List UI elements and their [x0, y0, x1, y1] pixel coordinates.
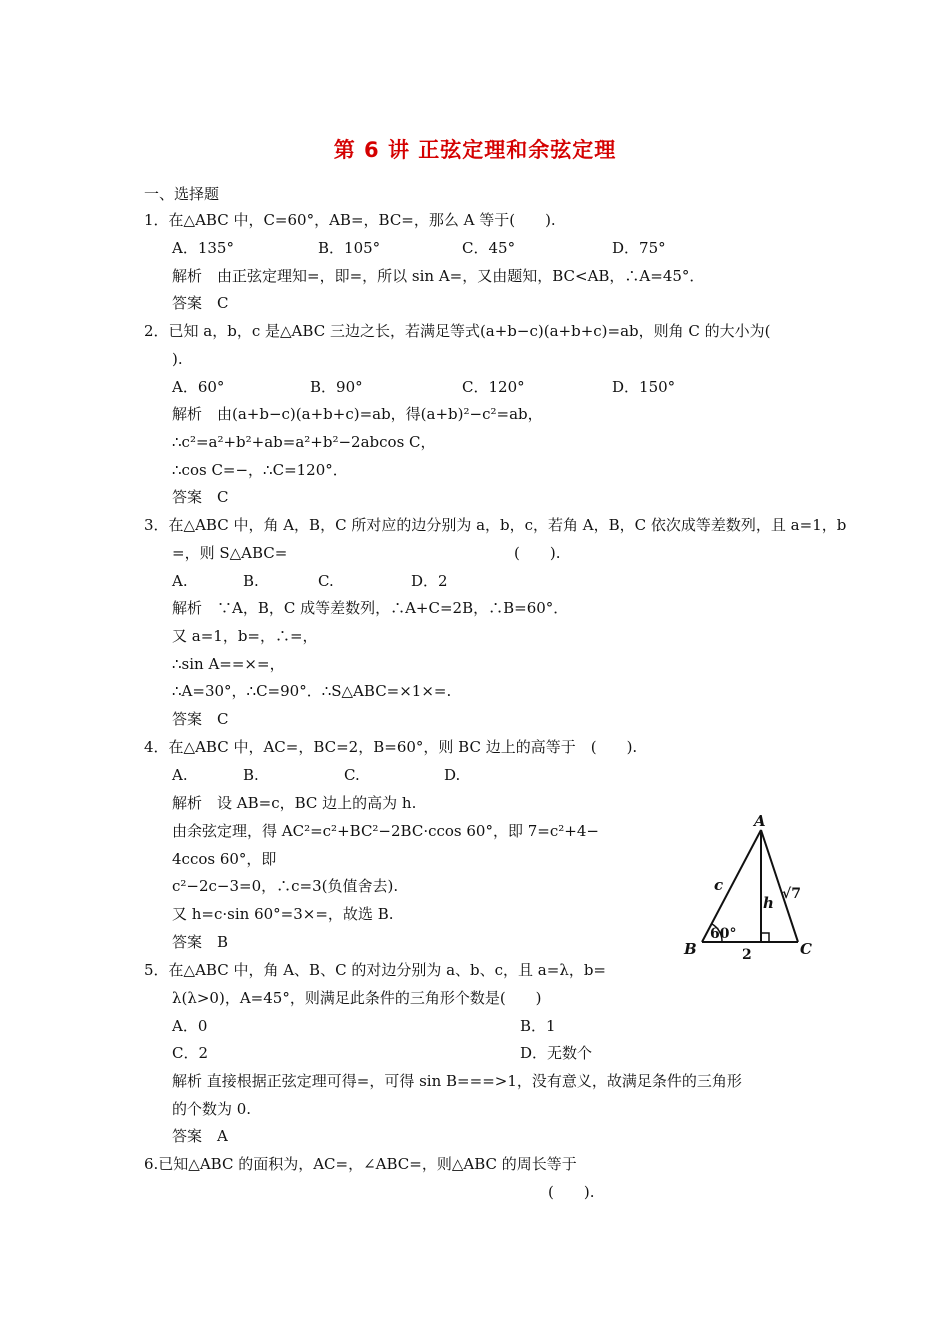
- q1-option-b: B．105°: [318, 239, 381, 257]
- q2-analysis-line3: ∴cos C=−，∴C=120°．: [172, 461, 348, 479]
- q3-stem-paren: ( ).: [514, 544, 561, 562]
- q5-option-d: D．无数个: [520, 1044, 593, 1062]
- vertex-a-label: A: [754, 812, 766, 830]
- side-c-label: c: [714, 876, 724, 894]
- q1-stem: 1．在△ABC 中，C=60°，AB=，BC=，那么 A 等于( ).: [144, 211, 556, 229]
- q4-analysis-line3: 4ccos 60°，即: [172, 850, 277, 868]
- q1-analysis: 解析 由正弦定理知=，即=，所以 sin A=，又由题知，BC<AB，∴A=45°．: [172, 267, 705, 285]
- q5-option-c: C．2: [172, 1044, 209, 1062]
- angle-60-label: 60°: [710, 926, 737, 942]
- q4-option-c: C.: [344, 766, 360, 784]
- q6-stem: 6.已知△ABC 的面积为，AC=，∠ABC=，则△ABC 的周长等于: [144, 1155, 577, 1173]
- q3-analysis-line3: ∴sin A==×=，: [172, 655, 285, 673]
- q4-option-a: A.: [172, 766, 188, 784]
- section-heading: 一、选择题: [144, 185, 220, 203]
- q2-option-c: C．120°: [462, 378, 525, 396]
- q1-answer: 答案 C: [172, 294, 229, 312]
- q2-answer: 答案 C: [172, 488, 229, 506]
- q3-option-d: D．2: [411, 572, 448, 590]
- q4-answer: 答案 B: [172, 933, 229, 951]
- vertex-b-label: B: [684, 940, 697, 958]
- q4-analysis-line1: 解析 设 AB=c，BC 边上的高为 h.: [172, 794, 417, 812]
- q5-analysis-line1: 解析 直接根据正弦定理可得=，可得 sin B===>1，没有意义，故满足条件的三角形: [172, 1072, 742, 1090]
- q3-option-a: A.: [172, 572, 188, 590]
- q3-option-b: B.: [243, 572, 259, 590]
- height-h-label: h: [763, 894, 774, 912]
- q3-option-c: C.: [318, 572, 334, 590]
- sqrt7-label: √7: [782, 886, 801, 902]
- q5-stem-line1: 5．在△ABC 中，角 A、B、C 的对边分别为 a、b、c，且 a=λ，b=: [144, 961, 606, 979]
- q4-stem: 4．在△ABC 中，AC=，BC=2，B=60°，则 BC 边上的高等于 ( ).: [144, 738, 638, 756]
- q4-analysis-line5: 又 h=c·sin 60°=3×=，故选 B.: [172, 905, 394, 923]
- q4-analysis-line2: 由余弦定理，得 AC²=c²+BC²−2BC·ccos 60°，即 7=c²+4−: [172, 822, 599, 840]
- q2-option-a: A．60°: [172, 378, 225, 396]
- q6-paren: ( ).: [548, 1183, 595, 1201]
- q5-answer: 答案 A: [172, 1127, 228, 1145]
- base-2-label: 2: [742, 947, 752, 962]
- q3-analysis-line2: 又 a=1，b=，∴=，: [172, 627, 318, 645]
- right-angle-mark: [761, 933, 769, 942]
- q1-option-c: C．45°: [462, 239, 516, 257]
- q2-stem-line2: ).: [172, 350, 183, 368]
- q3-analysis-line4: ∴A=30°，∴C=90°．∴S△ABC=×1×=.: [172, 682, 452, 700]
- q5-option-a: A．0: [172, 1017, 208, 1035]
- q2-option-d: D．150°: [612, 378, 676, 396]
- q3-stem-line1: 3．在△ABC 中，角 A，B，C 所对应的边分别为 a，b，c，若角 A，B，C 依次成等差数列，且 a=1，b: [144, 516, 847, 534]
- q4-analysis-line4: c²−2c−3=0，∴c=3(负值舍去).: [172, 877, 399, 895]
- q3-analysis-line1: 解析 ∵A，B，C 成等差数列，∴A+C=2B，∴B=60°．: [172, 599, 569, 617]
- q5-option-b: B．1: [520, 1017, 556, 1035]
- q2-analysis-line2: ∴c²=a²+b²+ab=a²+b²−2abcos C，: [172, 433, 436, 451]
- q2-option-b: B．90°: [310, 378, 363, 396]
- q2-stem-line1: 2．已知 a，b，c 是△ABC 三边之长，若满足等式(a+b−c)(a+b+c)=ab，则角 C 的大小为(: [144, 322, 771, 340]
- q3-answer: 答案 C: [172, 710, 229, 728]
- q1-option-d: D．75°: [612, 239, 666, 257]
- q5-stem-line2: λ(λ>0)，A=45°，则满足此条件的三角形个数是( ): [172, 989, 542, 1007]
- q4-option-b: B.: [243, 766, 259, 784]
- q2-analysis-line1: 解析 由(a+b−c)(a+b+c)=ab，得(a+b)²−c²=ab，: [172, 405, 543, 423]
- triangle-figure: [676, 812, 822, 962]
- q3-stem-line2: =，则 S△ABC=: [172, 544, 288, 562]
- q1-option-a: A．135°: [172, 239, 234, 257]
- page-title: 第 6 讲 正弦定理和余弦定理: [333, 138, 617, 162]
- q5-analysis-line2: 的个数为 0.: [172, 1100, 252, 1118]
- q4-option-d: D.: [444, 766, 461, 784]
- vertex-c-label: C: [800, 940, 812, 958]
